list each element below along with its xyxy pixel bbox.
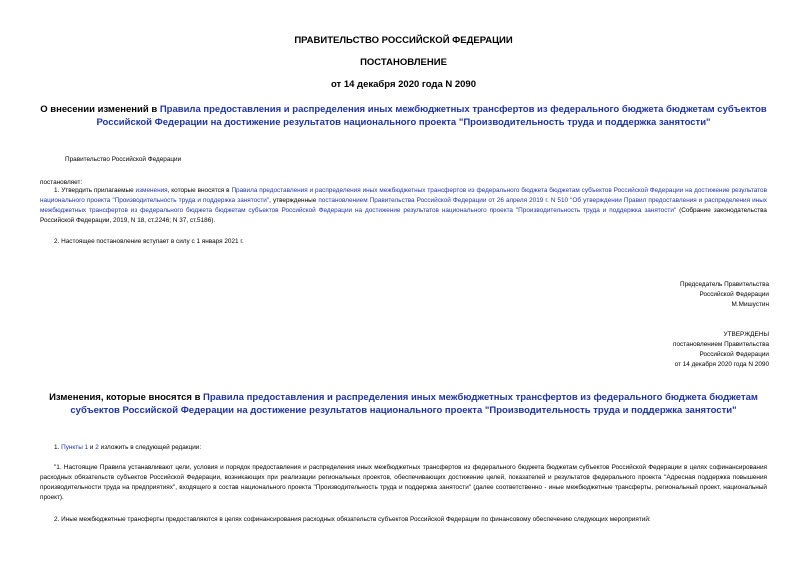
signature-line-1: Председатель Правительства <box>680 281 769 288</box>
approved-line-2: постановлением Правительства <box>673 341 769 348</box>
paragraph-2: 2. Настоящее постановление вступает в силу с 1 января 2021 г. <box>54 238 244 245</box>
changes-item-1 <box>54 443 201 453</box>
rules-inline-link[interactable]: Правила предоставления и распределения иных межбюджетных трансфертов из федерального бюджета бюджетам субъектов Российской Федерации на достижение результатов национального проекта "Производительность труда и поддержка занятости" <box>40 187 767 204</box>
paragraph-1 <box>40 186 767 226</box>
item1-post: изложить в следующей редакции: <box>98 444 202 451</box>
approved-block <box>469 330 769 370</box>
p1-text-1: 1. Утвердить прилагаемые <box>54 187 136 194</box>
p1-text-3: , утвержденные <box>269 197 319 204</box>
changes-title-prefix: Изменения, которые вносятся в <box>49 392 204 403</box>
changes-link[interactable]: изменения <box>135 187 168 194</box>
approved-line-4: от 14 декабря 2020 года N 2090 <box>674 361 769 368</box>
signature-block <box>469 280 769 310</box>
approved-line-3: Российской Федерации <box>699 351 769 358</box>
p1-text-4: (Собрание законодательства Российской Федерации, 2019, N 18, ст.2246; N 37, ст.5186). <box>40 207 767 224</box>
signature-line-2: Российской Федерации <box>699 291 769 298</box>
changes-title <box>40 391 767 417</box>
item1-mid: и <box>88 444 96 451</box>
government-heading: ПРАВИТЕЛЬСТВО РОССИЙСКОЙ ФЕДЕРАЦИИ <box>294 35 513 46</box>
points-1-link[interactable]: Пункты 1 <box>61 444 89 451</box>
document-type-heading: ПОСТАНОВЛЕНИЕ <box>360 57 447 68</box>
signature-line-3: М.Мишустин <box>731 301 769 308</box>
resolution-510-link[interactable]: постановлением Правительства Российской Федерации от 26 апреля 2019 г. N 510 "Об утверждении Правил предоставления и распределения иных межбюджетных трансфертов из федерального бюджета бюджетам субъектов Российской Федерации на достижение результатов национального проекта "Производительность труда и поддержка занятости" <box>40 197 768 214</box>
rules-link[interactable]: Правила предоставления и распределения иных межбюджетных трансфертов из федерального бюджета бюджетам субъектов Российской Федерации на достижение результатов национального проекта "Производительность труда и поддержка занятости" <box>96 104 767 128</box>
document-title-prefix: О внесении изменений в <box>40 104 160 115</box>
government-rf-label: Правительство Российской Федерации <box>65 156 182 163</box>
approved-line-1: УТВЕРЖДЕНЫ <box>723 331 769 338</box>
point-2-link[interactable]: 2 <box>95 444 99 451</box>
document-date-number: от 14 декабря 2020 года N 2090 <box>330 79 476 90</box>
item1-pre: 1. <box>54 444 62 451</box>
changes-rules-link[interactable]: Правила предоставления и распределения иных межбюджетных трансфертов из федерального бюджета бюджетам субъектов Российской Федерации на достижение результатов национального проекта "Производительность труда и поддержка занятости" <box>70 392 758 416</box>
p1-text-2: , которые вносятся в <box>167 187 232 194</box>
decides-label: постановляет: <box>40 179 83 186</box>
changes-item-2: 2. Иные межбюджетные трансферты предоставляются в целях софинансирования расходных обязательств субъектов Российской Федерации по финансовому обеспечению следующих мероприятий: <box>54 516 651 523</box>
document-title <box>40 103 767 129</box>
quoted-paragraph: "1. Настоящие Правила устанавливают цели, условия и порядок предоставления и распределения иных межбюджетных трансфертов из федерального бюджета бюджетам субъектов Российской Федерации в целях софинансирования расходных обязательств субъектов Российской Федерации, возникающих при реализации региональных проектов, обеспечивающих достижение целей, показателей и результатов федерального проекта "Адресная поддержка повышения производительности труда на предприятиях", входящего в состав национального проекта "Производительность труда и поддержка занятости" (далее соответственно - иные межбюджетные трансферты, региональный проект, национальный проект). <box>40 464 767 501</box>
